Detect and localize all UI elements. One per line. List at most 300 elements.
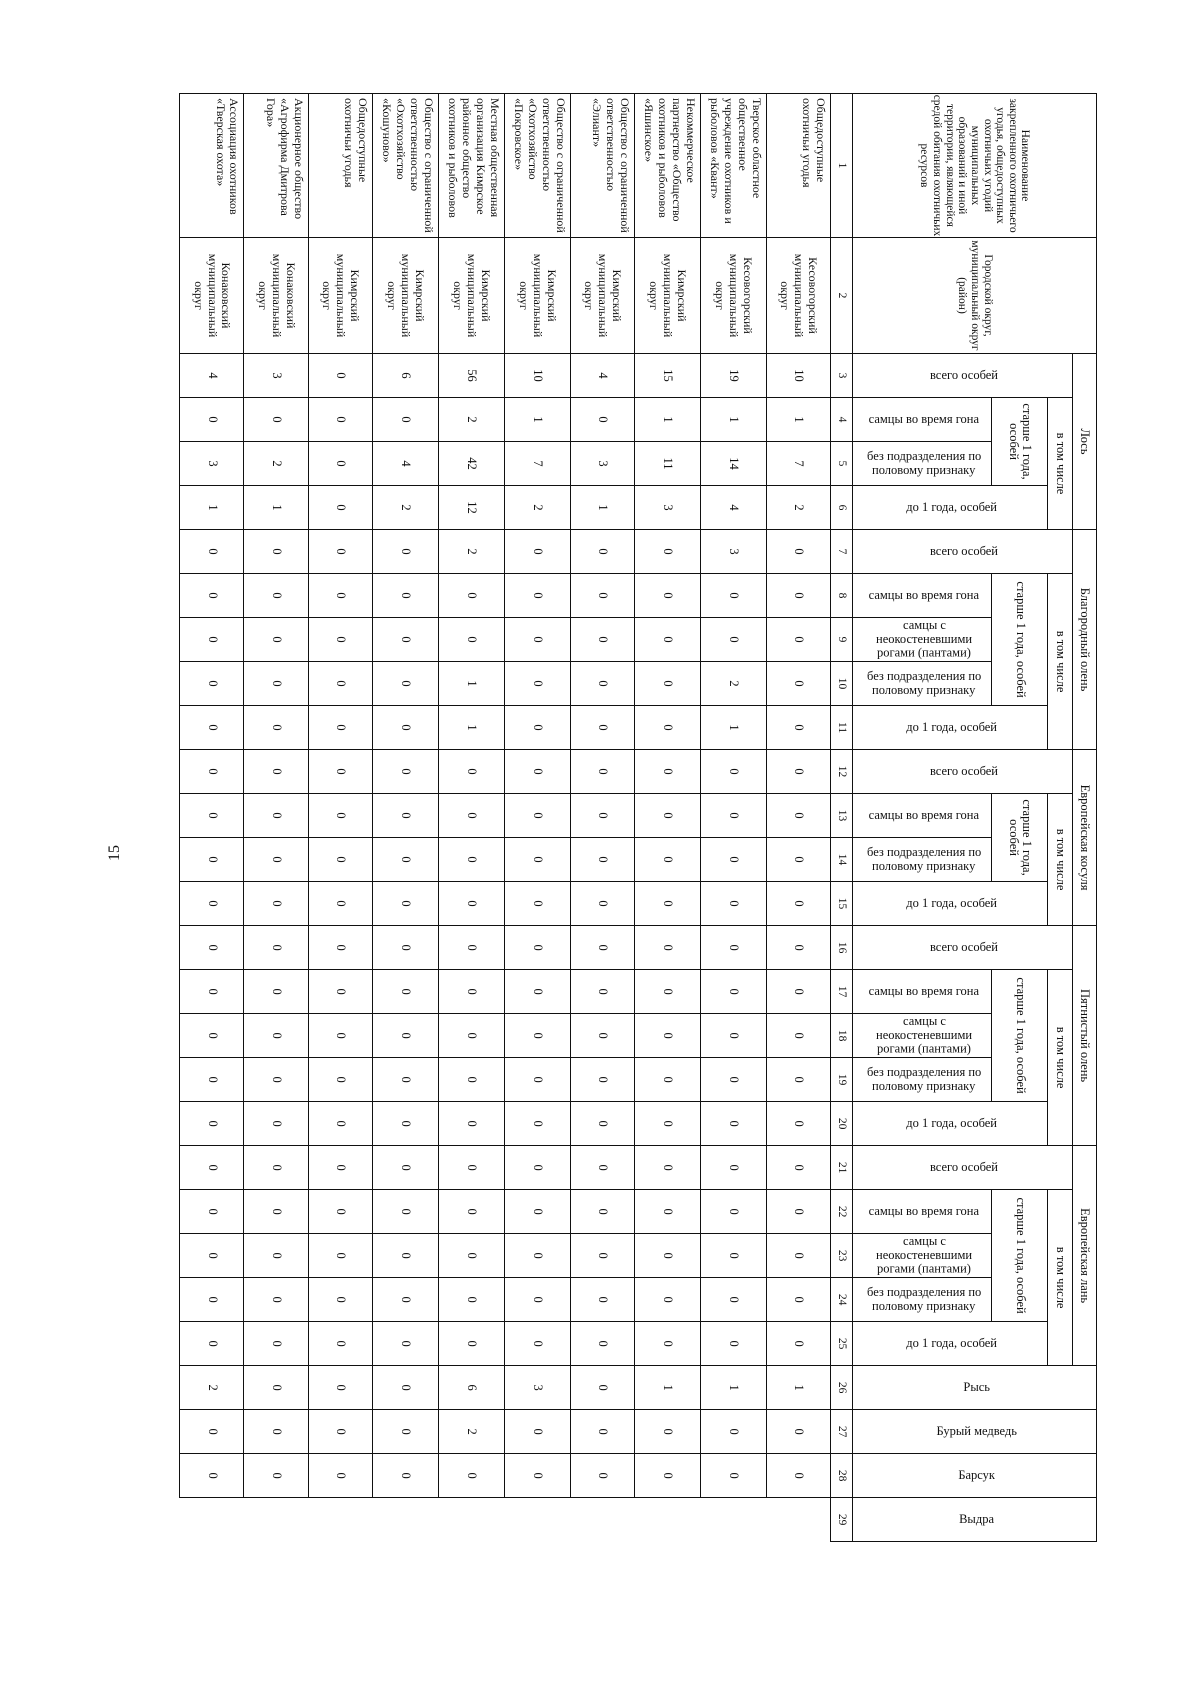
cell-value: 0 (180, 1234, 244, 1278)
cell-value: 0 (700, 1278, 766, 1322)
cell-value: 0 (570, 662, 634, 706)
hunting-resources-table (179, 93, 1097, 1542)
cell-value: 0 (634, 970, 700, 1014)
cell-value: 0 (438, 1234, 504, 1278)
cell-value: 0 (372, 1366, 438, 1410)
cell-value: 14 (700, 442, 766, 486)
header-elk-under-1y (853, 486, 1048, 530)
cell-value: 2 (180, 1366, 244, 1410)
column-number: 26 (830, 1366, 852, 1410)
column-number: 9 (830, 618, 852, 662)
cell-value: 0 (180, 1146, 244, 1190)
cell-value: 0 (308, 618, 372, 662)
cell-value: 0 (570, 1410, 634, 1454)
cell-value: 0 (504, 970, 570, 1014)
table-body (180, 94, 831, 1542)
cell-value: 1 (570, 486, 634, 530)
header-species-otter (853, 1498, 1097, 1542)
header-roe-deer-males-rut-text: самцы во время гона (868, 807, 980, 822)
column-number: 19 (830, 1058, 852, 1102)
page-number: 15 (106, 845, 123, 861)
cell-value: 0 (700, 1146, 766, 1190)
cell-value: 0 (372, 838, 438, 882)
header-fallow-deer-males-unossified-text: самцы с неокостеневшими рогами (пантами) (875, 1233, 973, 1276)
cell-value: 6 (438, 1366, 504, 1410)
cell-value: 0 (766, 750, 830, 794)
cell-value: 0 (634, 750, 700, 794)
cell-value: 0 (438, 1014, 504, 1058)
column-number: 21 (830, 1146, 852, 1190)
cell-value: 0 (180, 618, 244, 662)
header-fallow-deer-under-1y (853, 1322, 1048, 1366)
header-species-badger (853, 1454, 1097, 1498)
cell-value: 0 (504, 1410, 570, 1454)
cell-value: 0 (634, 706, 700, 750)
cell-value: 1 (700, 398, 766, 442)
column-number: 29 (830, 1498, 852, 1542)
cell-value: 0 (372, 1190, 438, 1234)
cell-value: 1 (634, 1366, 700, 1410)
header-elk-total-text: всего особей (930, 367, 999, 382)
cell-value: 0 (700, 750, 766, 794)
header-red-deer-males-rut-text: самцы во время гона (868, 587, 980, 602)
cell-value: 0 (180, 882, 244, 926)
header-species-red-deer: Благородный олень (1072, 530, 1096, 750)
cell-value: 0 (372, 750, 438, 794)
cell-value: 1 (700, 706, 766, 750)
cell-value: 0 (570, 1058, 634, 1102)
column-number: 4 (830, 398, 852, 442)
cell-value: 0 (766, 1190, 830, 1234)
header-species-roe-deer: Европейская косуля (1072, 750, 1096, 926)
header-fallow-deer-total (853, 1146, 1072, 1190)
cell-value: 0 (244, 750, 308, 794)
column-number: 1 (830, 94, 852, 238)
cell-value: 0 (766, 1278, 830, 1322)
cell-value: 0 (634, 1058, 700, 1102)
cell-value: 0 (438, 1322, 504, 1366)
header-species-lynx-text: Рысь (963, 1379, 990, 1394)
cell-value: 0 (244, 1366, 308, 1410)
row-hunting-ground-name: Местная общественная организация Кимрское районное общество охотников и рыболовов (438, 94, 504, 238)
table-row (438, 94, 504, 1542)
cell-value: 0 (766, 706, 830, 750)
cell-value: 0 (700, 1190, 766, 1234)
cell-value: 0 (244, 530, 308, 574)
header-sika-deer-males-unossified (853, 1014, 992, 1058)
cell-value: 0 (244, 1234, 308, 1278)
row-district: Кимрский муниципальный округ (372, 238, 438, 354)
cell-value: 0 (570, 574, 634, 618)
column-number: 8 (830, 574, 852, 618)
cell-value: 0 (308, 970, 372, 1014)
cell-value: 0 (504, 882, 570, 926)
cell-value: 0 (570, 1322, 634, 1366)
cell-value: 0 (504, 1278, 570, 1322)
cell-value: 0 (634, 1278, 700, 1322)
header-fallow-deer-total-text: всего особей (930, 1159, 999, 1174)
header-red-deer-older-1y: старше 1 года, особей (992, 574, 1048, 706)
cell-value: 4 (570, 354, 634, 398)
cell-value: 0 (372, 1102, 438, 1146)
cell-value: 0 (766, 574, 830, 618)
header-red-deer-under-1y-text: до 1 года, особей (906, 719, 998, 734)
cell-value: 0 (634, 662, 700, 706)
row-district: Кимрский муниципальный округ (570, 238, 634, 354)
cell-value: 0 (244, 706, 308, 750)
cell-value: 0 (570, 1366, 634, 1410)
column-number: 20 (830, 1102, 852, 1146)
cell-value: 2 (372, 486, 438, 530)
cell-value: 0 (504, 1146, 570, 1190)
cell-value: 0 (570, 838, 634, 882)
cell-value: 0 (180, 1058, 244, 1102)
table-row (634, 94, 700, 1542)
cell-value: 0 (766, 618, 830, 662)
cell-value: 0 (504, 1058, 570, 1102)
cell-value: 0 (570, 1278, 634, 1322)
cell-value: 0 (700, 1322, 766, 1366)
cell-value: 0 (504, 1234, 570, 1278)
cell-value: 0 (700, 970, 766, 1014)
cell-value: 0 (372, 1278, 438, 1322)
header-sika-deer-under-1y-text: до 1 года, особей (906, 1115, 998, 1130)
header-red-deer-total-text: всего особей (930, 543, 999, 558)
cell-value: 0 (570, 926, 634, 970)
column-number: 13 (830, 794, 852, 838)
column-number: 14 (830, 838, 852, 882)
cell-value: 0 (180, 1322, 244, 1366)
header-fallow-deer-in-total: в том числе (1048, 1190, 1072, 1366)
cell-value: 0 (372, 1410, 438, 1454)
column-number: 27 (830, 1410, 852, 1454)
header-sika-deer-older-1y: старше 1 года, особей (992, 970, 1048, 1102)
cell-value: 0 (634, 1454, 700, 1498)
header-species-lynx (853, 1366, 1097, 1410)
header-roe-deer-total (853, 750, 1072, 794)
cell-value: 0 (504, 1190, 570, 1234)
cell-value: 7 (504, 442, 570, 486)
cell-value: 0 (766, 882, 830, 926)
cell-value: 0 (244, 618, 308, 662)
header-red-deer-total (853, 530, 1072, 574)
cell-value: 0 (766, 926, 830, 970)
cell-value: 0 (700, 882, 766, 926)
cell-value: 7 (766, 442, 830, 486)
header-district: Городской округ, муниципальный округ (район) (853, 238, 1097, 354)
header-elk-males-rut-text: самцы во время гона (868, 411, 980, 426)
cell-value: 0 (570, 530, 634, 574)
cell-value: 0 (634, 530, 700, 574)
cell-value: 2 (244, 442, 308, 486)
cell-value: 2 (504, 486, 570, 530)
cell-value: 0 (438, 1278, 504, 1322)
cell-value: 0 (308, 486, 372, 530)
cell-value: 0 (570, 970, 634, 1014)
table-row (180, 94, 244, 1542)
cell-value: 0 (700, 794, 766, 838)
cell-value: 0 (372, 618, 438, 662)
cell-value: 0 (570, 618, 634, 662)
cell-value: 3 (244, 354, 308, 398)
cell-value: 4 (700, 486, 766, 530)
cell-value: 0 (504, 794, 570, 838)
column-number: 5 (830, 442, 852, 486)
cell-value: 0 (372, 926, 438, 970)
cell-value: 0 (504, 1014, 570, 1058)
cell-value: 0 (766, 662, 830, 706)
cell-value: 0 (766, 1410, 830, 1454)
row-district: Кимрский муниципальный округ (634, 238, 700, 354)
cell-value: 19 (700, 354, 766, 398)
header-fallow-deer-males-rut (853, 1190, 992, 1234)
cell-value: 0 (308, 794, 372, 838)
cell-value: 1 (438, 662, 504, 706)
cell-value: 1 (700, 1366, 766, 1410)
row-hunting-ground-name: Тверское областное общественное учреждение охотников и рыболовов «Квант» (700, 94, 766, 238)
cell-value: 0 (766, 838, 830, 882)
cell-value: 0 (372, 1146, 438, 1190)
column-number: 2 (830, 238, 852, 354)
header-elk-total (853, 354, 1072, 398)
cell-value: 0 (308, 1058, 372, 1102)
header-elk-no-sex-div-text: без подразделения по половому признаку (866, 448, 982, 477)
cell-value: 0 (570, 1014, 634, 1058)
cell-value: 42 (438, 442, 504, 486)
cell-value: 0 (372, 970, 438, 1014)
cell-value: 0 (634, 1102, 700, 1146)
cell-value: 0 (372, 882, 438, 926)
header-species-elk: Лось (1072, 354, 1096, 530)
header-elk-older-1y: старше 1 года, особей (992, 398, 1048, 486)
cell-value: 0 (504, 662, 570, 706)
column-number: 25 (830, 1322, 852, 1366)
column-number-row (830, 94, 852, 1542)
cell-value: 0 (372, 1014, 438, 1058)
cell-value: 0 (634, 1322, 700, 1366)
cell-value: 1 (766, 1366, 830, 1410)
header-red-deer-in-total: в том числе (1048, 574, 1072, 750)
cell-value: 0 (438, 794, 504, 838)
header-red-deer-males-unossified (853, 618, 992, 662)
cell-value: 0 (634, 882, 700, 926)
cell-value: 0 (308, 574, 372, 618)
cell-value: 10 (504, 354, 570, 398)
header-elk-males-rut (853, 398, 992, 442)
cell-value: 0 (570, 1234, 634, 1278)
cell-value: 0 (244, 838, 308, 882)
header-red-deer-no-sex-div-text: без подразделения по половому признаку (866, 668, 982, 697)
cell-value: 0 (700, 1058, 766, 1102)
row-hunting-ground-name: Общество с ограниченной ответственностью «Охотхозяйство «Кошуново» (372, 94, 438, 238)
header-fallow-deer-males-rut-text: самцы во время гона (868, 1203, 980, 1218)
cell-value: 2 (700, 662, 766, 706)
header-red-deer-males-rut (853, 574, 992, 618)
row-hunting-ground-name: Акционерное общество «Агрофирма Дмитрова Гора» (244, 94, 308, 238)
table-row (700, 94, 766, 1542)
cell-value: 0 (180, 398, 244, 442)
cell-value: 1 (634, 398, 700, 442)
cell-value: 0 (180, 970, 244, 1014)
cell-value: 0 (634, 618, 700, 662)
cell-value: 0 (308, 1410, 372, 1454)
header-species-sika-deer: Пятнистый олень (1072, 926, 1096, 1146)
cell-value: 0 (180, 838, 244, 882)
header-sika-deer-total (853, 926, 1072, 970)
cell-value: 0 (766, 530, 830, 574)
cell-value: 0 (372, 706, 438, 750)
cell-value: 0 (244, 794, 308, 838)
header-elk-no-sex-div (853, 442, 992, 486)
cell-value: 1 (504, 398, 570, 442)
cell-value: 0 (438, 882, 504, 926)
header-roe-deer-under-1y (853, 882, 1048, 926)
header-species-fallow-deer: Европейская лань (1072, 1146, 1096, 1366)
cell-value: 0 (570, 1190, 634, 1234)
cell-value: 0 (244, 1058, 308, 1102)
cell-value: 0 (570, 1454, 634, 1498)
cell-value: 4 (180, 354, 244, 398)
cell-value: 0 (504, 1322, 570, 1366)
column-number: 28 (830, 1454, 852, 1498)
column-number: 3 (830, 354, 852, 398)
cell-value: 0 (180, 1190, 244, 1234)
row-hunting-ground-name: Общедоступные охотничьи угодья (308, 94, 372, 238)
header-roe-deer-no-sex-div-text: без подразделения по половому признаку (866, 844, 982, 873)
header-elk-in-total: в том числе (1048, 398, 1072, 530)
cell-value: 0 (438, 1190, 504, 1234)
header-red-deer-males-unossified-text: самцы с неокостеневшими рогами (пантами) (875, 617, 973, 660)
row-district: Кесовогорский муниципальный округ (766, 238, 830, 354)
cell-value: 1 (180, 486, 244, 530)
cell-value: 0 (766, 1102, 830, 1146)
header-fallow-deer-males-unossified (853, 1234, 992, 1278)
column-number: 24 (830, 1278, 852, 1322)
cell-value: 0 (570, 794, 634, 838)
row-hunting-ground-name: Общество с ограниченной ответственностью «Элиант» (570, 94, 634, 238)
cell-value: 0 (570, 1146, 634, 1190)
cell-value: 10 (766, 354, 830, 398)
column-number: 15 (830, 882, 852, 926)
table-row (308, 94, 372, 1542)
header-sika-deer-males-rut (853, 970, 992, 1014)
column-number: 10 (830, 662, 852, 706)
cell-value: 0 (308, 706, 372, 750)
header-sika-deer-males-rut-text: самцы во время гона (868, 983, 980, 998)
cell-value: 0 (308, 662, 372, 706)
cell-value: 0 (570, 706, 634, 750)
cell-value: 6 (372, 354, 438, 398)
cell-value: 0 (244, 1278, 308, 1322)
header-sika-deer-under-1y (853, 1102, 1048, 1146)
cell-value: 0 (244, 1102, 308, 1146)
cell-value: 0 (504, 750, 570, 794)
cell-value: 0 (244, 1454, 308, 1498)
cell-value: 0 (372, 1058, 438, 1102)
cell-value: 0 (308, 926, 372, 970)
cell-value: 0 (504, 1102, 570, 1146)
cell-value: 0 (700, 1410, 766, 1454)
cell-value: 0 (308, 838, 372, 882)
header-species-brown-bear (853, 1410, 1097, 1454)
cell-value: 0 (700, 1014, 766, 1058)
cell-value: 0 (570, 1102, 634, 1146)
cell-value: 0 (766, 1014, 830, 1058)
cell-value: 0 (766, 794, 830, 838)
cell-value: 0 (570, 398, 634, 442)
cell-value: 12 (438, 486, 504, 530)
cell-value: 0 (308, 354, 372, 398)
cell-value: 0 (244, 1410, 308, 1454)
cell-value: 0 (308, 398, 372, 442)
header-sika-deer-total-text: всего особей (930, 939, 999, 954)
cell-value: 0 (308, 1014, 372, 1058)
cell-value: 0 (372, 574, 438, 618)
cell-value: 2 (438, 1410, 504, 1454)
table-row (244, 94, 308, 1542)
header-sika-deer-males-unossified-text: самцы с неокостеневшими рогами (пантами) (875, 1013, 973, 1056)
header-fallow-deer-under-1y-text: до 1 года, особей (906, 1335, 998, 1350)
cell-value: 0 (700, 1454, 766, 1498)
header-hunting-ground: Наименование закрепленного охотничьего угодья, общедоступных охотничьих угодий муниципальных образований и иной территории, являющейся средой обитания охотничьих ресурсов (853, 94, 1097, 238)
row-hunting-ground-name: Общедоступные охотничьи угодья (766, 94, 830, 238)
cell-value: 0 (504, 574, 570, 618)
cell-value: 0 (700, 574, 766, 618)
header-sika-deer-no-sex-div-text: без подразделения по половому признаку (866, 1064, 982, 1093)
cell-value: 0 (634, 1014, 700, 1058)
cell-value: 0 (766, 1454, 830, 1498)
cell-value: 0 (372, 1454, 438, 1498)
cell-value: 0 (634, 574, 700, 618)
column-number: 12 (830, 750, 852, 794)
cell-value: 0 (180, 1410, 244, 1454)
cell-value: 0 (766, 970, 830, 1014)
cell-value: 0 (180, 530, 244, 574)
cell-value: 0 (634, 1146, 700, 1190)
cell-value: 0 (634, 1234, 700, 1278)
table-row (504, 94, 570, 1542)
header-fallow-deer-older-1y: старше 1 года, особей (992, 1190, 1048, 1322)
cell-value: 0 (438, 1058, 504, 1102)
cell-value: 0 (308, 1102, 372, 1146)
cell-value: 0 (180, 794, 244, 838)
cell-value: 0 (308, 1146, 372, 1190)
cell-value: 0 (504, 838, 570, 882)
header-roe-deer-under-1y-text: до 1 года, особей (906, 895, 998, 910)
rotated-table-container (179, 93, 1097, 1526)
cell-value: 0 (372, 662, 438, 706)
cell-value: 0 (180, 574, 244, 618)
cell-value: 0 (700, 618, 766, 662)
row-hunting-ground-name: Общество с ограниченной ответственностью «Охотхозяйство «Покровское» (504, 94, 570, 238)
cell-value: 0 (766, 1322, 830, 1366)
cell-value: 0 (244, 926, 308, 970)
cell-value: 0 (180, 706, 244, 750)
header-fallow-deer-no-sex-div-text: без подразделения по половому признаку (866, 1284, 982, 1313)
column-number: 11 (830, 706, 852, 750)
column-number: 16 (830, 926, 852, 970)
cell-value: 0 (180, 1102, 244, 1146)
cell-value: 0 (308, 882, 372, 926)
row-district: Кесовогорский муниципальный округ (700, 238, 766, 354)
header-species-brown-bear-text: Бурый медведь (936, 1423, 1017, 1438)
cell-value: 0 (308, 1190, 372, 1234)
cell-value: 0 (438, 618, 504, 662)
cell-value: 3 (180, 442, 244, 486)
row-hunting-ground-name: Некоммерческое партнерство «Общество охотников и рыболовов «Яшинское» (634, 94, 700, 238)
cell-value: 0 (180, 750, 244, 794)
column-number: 18 (830, 1014, 852, 1058)
